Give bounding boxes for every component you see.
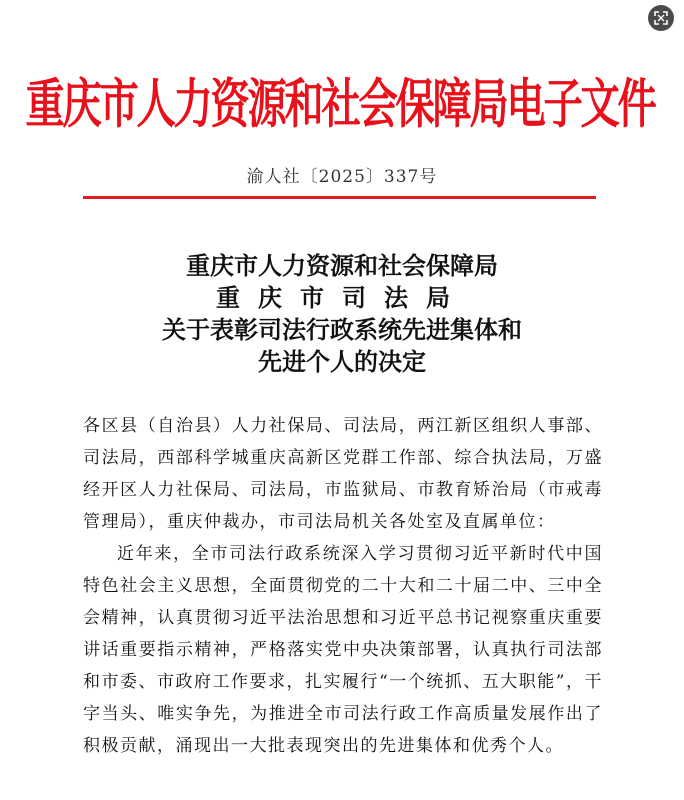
title-line: 重庆市人力资源和社会保障局 xyxy=(186,251,498,280)
title-line: 重庆市司法局 xyxy=(216,283,468,312)
expand-button[interactable] xyxy=(648,5,674,31)
body-paragraph: 近年来，全市司法行政系统深入学习贯彻习近平新时代中国特色社会主义思想，全面贯彻党的二十大和二十届二中、三中全会精神，认真贯彻习近平法治思想和习近平总书记视察重庆重要讲话重要指示精神，严格落实党中央决策部署，认真执行司法部和市委、市政府工作要求，扎实履行“一个统抓、五大职能”，干字当头、唯实争先，为推进全市司法行政工作高质量发展作出了积极贡献，涌现出一大批表现突出的先进集体和优秀个人。 xyxy=(83,544,603,756)
title-line: 先进个人的决定 xyxy=(258,347,426,376)
masthead xyxy=(25,60,655,140)
title-line: 关于表彰司法行政系统先进集体和 xyxy=(162,315,522,344)
document-title xyxy=(0,250,684,378)
addressee-paragraph: 各区县（自治县）人力社保局、司法局，两江新区组织人事部、司法局，西部科学城重庆高新区党群工作部、综合执法局，万盛经开区人力社保局、司法局，市监狱局、市教育矫治局（市戒毒管理局），重庆仲裁办，市司法局机关各处室及直属单位： xyxy=(83,416,603,532)
red-divider xyxy=(83,196,596,199)
document-number: 渝人社〔2025〕337号 xyxy=(246,167,438,187)
masthead-title: 重庆市人力资源和社会保障局电子文件 xyxy=(25,74,655,135)
expand-icon xyxy=(654,11,668,25)
document-body xyxy=(83,410,603,762)
